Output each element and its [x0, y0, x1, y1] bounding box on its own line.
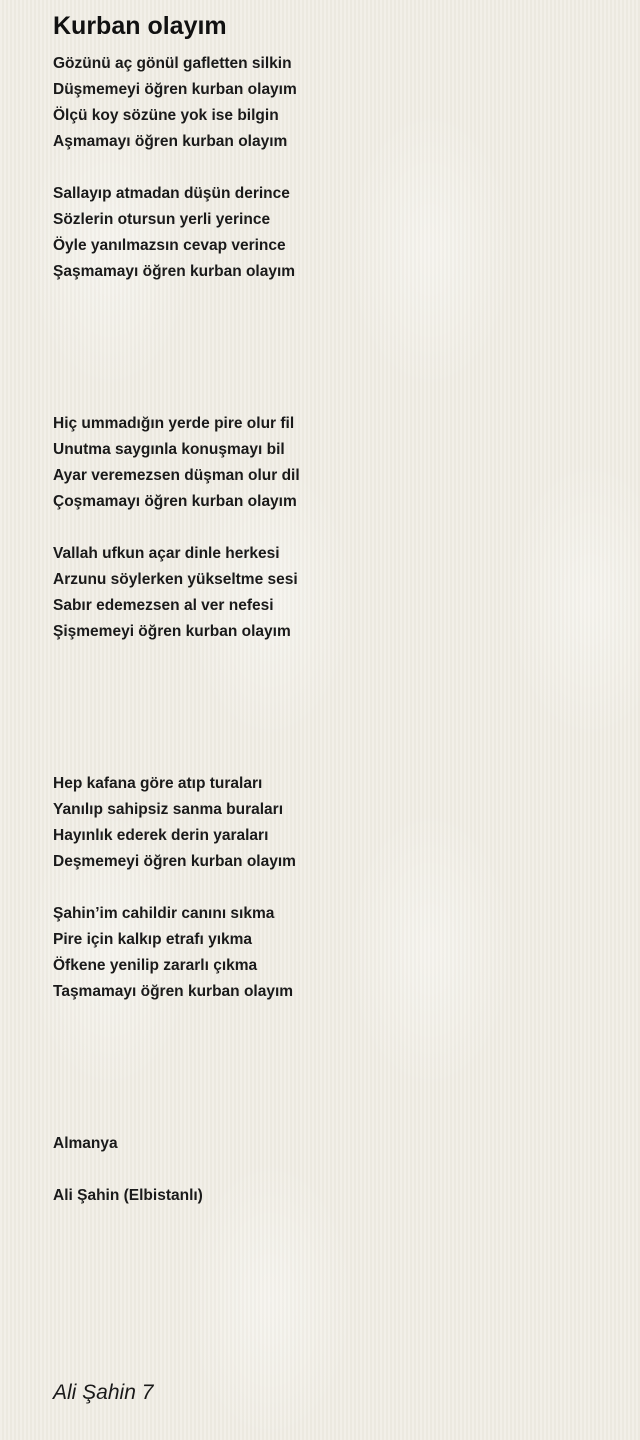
poem-line: Düşmemeyi öğren kurban olayım — [53, 81, 297, 98]
poem-line: Ayar veremezsen düşman olur dil — [53, 467, 300, 484]
poem-line: Taşmamayı öğren kurban olayım — [53, 983, 294, 1000]
poem-line: Arzunu söylerken yükseltme sesi — [53, 571, 298, 588]
poem-line: Hep kafana göre atıp turaları — [53, 775, 263, 792]
poem-location: Almanya — [53, 1135, 118, 1152]
poem-line: Çoşmamayı öğren kurban olayım — [53, 493, 297, 510]
poem-line: Öyle yanılmazsın cevap verince — [53, 237, 286, 254]
poem-line: Deşmemeyi öğren kurban olayım — [53, 853, 296, 870]
poet-name: Ali Şahin (Elbistanlı) — [53, 1187, 203, 1204]
poem-line: Şahin’im cahildir canını sıkma — [53, 905, 275, 922]
poem-line: Yanılıp sahipsiz sanma buraları — [53, 801, 284, 818]
poem-line: Sallayıp atmadan düşün derince — [53, 185, 290, 202]
poem-line: Sabır edemezsen al ver nefesi — [53, 597, 274, 614]
poem-line: Gözünü aç gönül gafletten silkin — [53, 55, 292, 72]
poem-line: Öfkene yenilip zararlı çıkma — [53, 957, 258, 974]
poem-line: Sözlerin otursun yerli yerince — [53, 211, 271, 228]
poem-line: Ölçü koy sözüne yok ise bilgin — [53, 107, 279, 124]
poem-line: Aşmamayı öğren kurban olayım — [53, 133, 288, 150]
poem-line: Şişmemeyi öğren kurban olayım — [53, 623, 291, 640]
poem-line: Hiç ummadığın yerde pire olur fil — [53, 415, 295, 432]
poem-line: Pire için kalkıp etrafı yıkma — [53, 931, 253, 948]
poem-line: Hayınlık ederek derin yaraları — [53, 827, 269, 844]
poem-line: Vallah ufkun açar dinle herkesi — [53, 545, 280, 562]
poem-title: Kurban olayım — [53, 12, 227, 40]
author-signature: Ali Şahin 7 — [53, 1381, 154, 1404]
poem-line: Şaşmamayı öğren kurban olayım — [53, 263, 296, 280]
poem-line: Unutma saygınla konuşmayı bil — [53, 441, 285, 458]
